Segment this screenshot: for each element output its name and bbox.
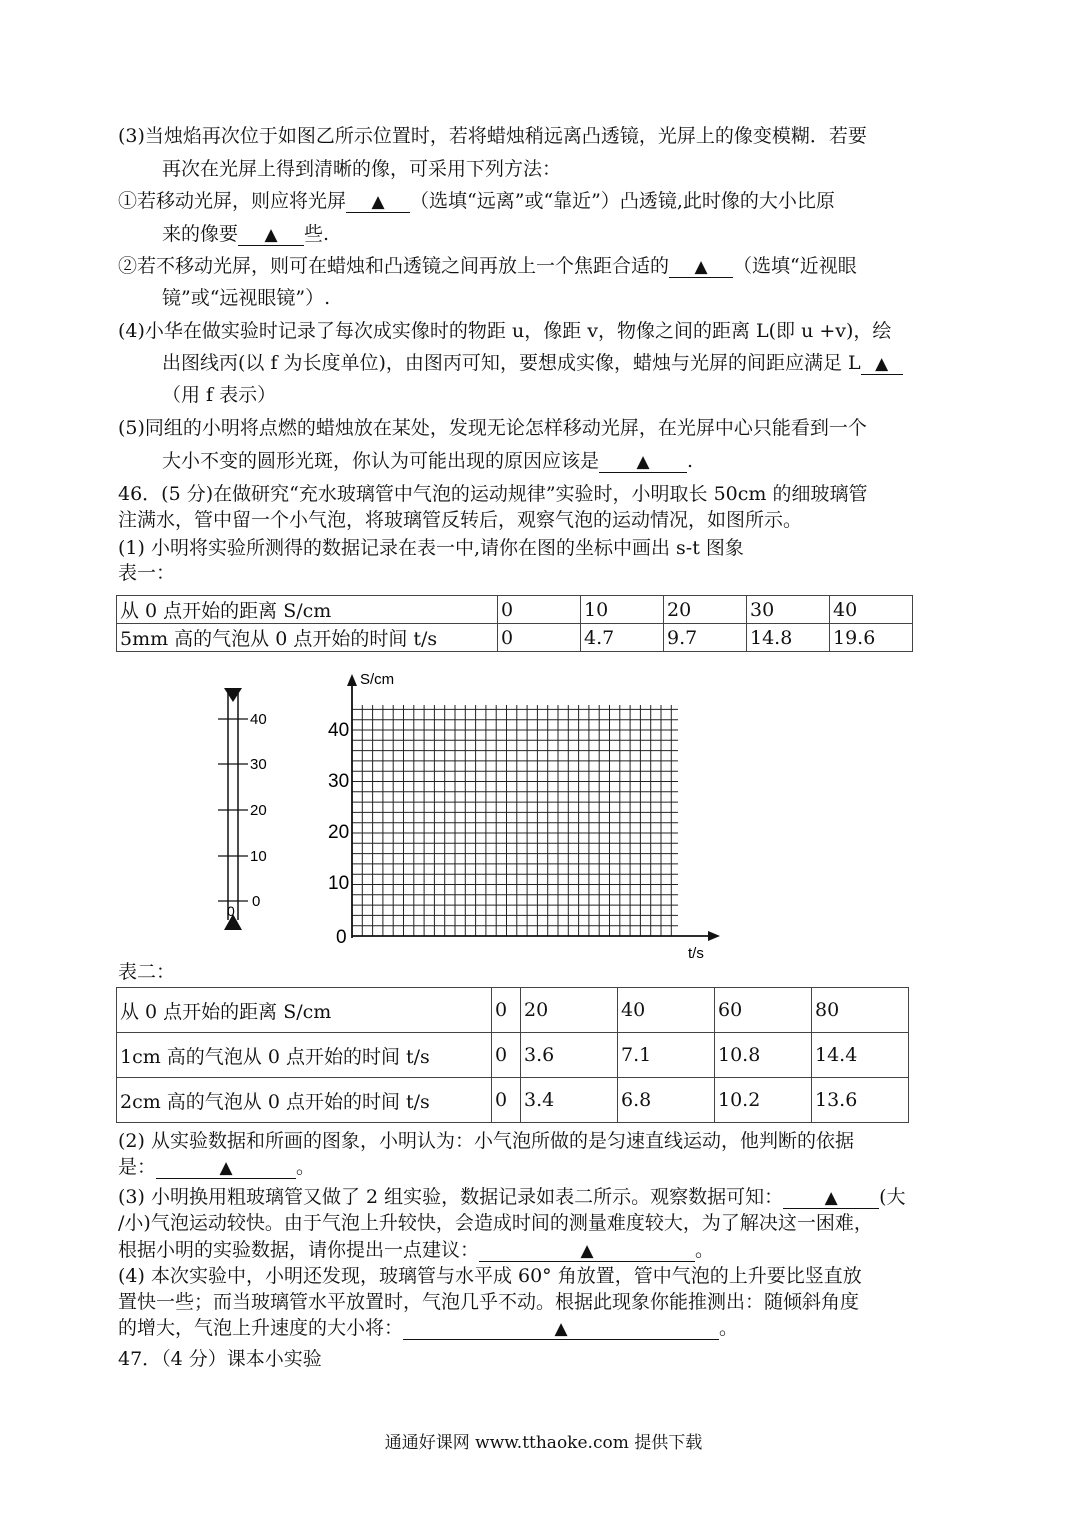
- table-row: [117, 1033, 909, 1078]
- table-cell: 40: [618, 988, 715, 1033]
- tube-tick-label: 20: [250, 802, 267, 819]
- q46-line3: (1) 小明将实验所测得的数据记录在表一中,请你在图的坐标中画出 s-t 图象: [118, 537, 744, 559]
- q46-p3-blank-2[interactable]: [479, 1241, 695, 1262]
- table-row: [117, 596, 913, 624]
- q46-p2-blank[interactable]: [156, 1158, 296, 1179]
- table2-title: 表二：: [118, 961, 176, 983]
- q46-p3-blank-1[interactable]: [783, 1188, 879, 1209]
- q46-p2-line1: (2) 从实验数据和所画的图象，小明认为：小气泡所做的是匀速直线运动，他判断的依据: [118, 1130, 854, 1152]
- table-cell: 6.8: [618, 1078, 715, 1123]
- answer-mark-icon: ▲: [824, 1188, 838, 1208]
- y-tick-label: 40: [328, 720, 350, 741]
- answer-mark-icon: ▲: [580, 1241, 594, 1261]
- table-cell: 从 0 点开始的距离 S/cm: [117, 596, 498, 624]
- table-row: [117, 624, 913, 652]
- table-cell: 0: [492, 1033, 521, 1078]
- tube-tick-label: 30: [250, 756, 267, 773]
- q46-line2: 注满水，管中留一个小气泡，将玻璃管反转后，观察气泡的运动情况，如图所示。: [118, 509, 803, 531]
- y-tick-label: 10: [328, 873, 350, 894]
- q4-line2: [162, 351, 903, 375]
- q46-p4-line3: [118, 1316, 738, 1340]
- q46-p3-text-b: (大: [879, 1186, 906, 1208]
- bubble-position-label: 0: [227, 903, 235, 919]
- chart-grid: [352, 705, 678, 936]
- table-row: [117, 1078, 909, 1123]
- q4-line1: (4)小华在做实验时记录了每次成实像时的物距 u，像距 v，物像之间的距离 L(即 u +v)，绘: [118, 320, 892, 342]
- tube-tick-label: 0: [252, 893, 261, 910]
- q3-method1-text-b: （选填“远离”或“靠近”）凸透镜,此时像的大小比原: [410, 190, 835, 212]
- table-cell: 0: [498, 596, 581, 624]
- table-2: [116, 987, 909, 1123]
- tube-tick-label: 10: [250, 848, 267, 865]
- q3-method2-text-b: （选填“近视眼: [733, 255, 857, 277]
- q46-p3-line1: [118, 1185, 906, 1209]
- tube-scale-ticks: [218, 719, 248, 901]
- q4-blank[interactable]: [861, 354, 903, 375]
- answer-mark-icon: ▲: [875, 354, 889, 374]
- x-axis-arrow-icon: [708, 931, 720, 941]
- tube-top-plug-icon: [224, 688, 242, 702]
- table-cell: 20: [521, 988, 618, 1033]
- q46-p3-line2: /小)气泡运动较快。由于气泡上升较快，会造成时间的测量难度较大，为了解决这一困难，: [118, 1212, 873, 1234]
- answer-mark-icon: ▲: [264, 225, 278, 245]
- q3-method1-text-c: 来的像要: [162, 223, 239, 245]
- q46-p3-line3: [118, 1238, 714, 1262]
- q47-heading: 47．（4 分）课本小实验: [118, 1348, 322, 1370]
- table-cell: 10.8: [715, 1033, 812, 1078]
- tube-tick-label: 40: [250, 711, 267, 728]
- s-t-chart: [320, 668, 740, 968]
- table-cell: 0: [492, 988, 521, 1033]
- q46-p4-blank[interactable]: [403, 1319, 719, 1340]
- page-footer: 通通好课网 www.tthaoke.com 提供下载: [384, 1433, 703, 1453]
- table-cell: 2cm 高的气泡从 0 点开始的时间 t/s: [117, 1078, 492, 1123]
- q3-method2-text-a: ②若不移动光屏，则可在蜡烛和凸透镜之间再放上一个焦距合适的: [118, 255, 670, 277]
- q46-p3-text-a: (3) 小明换用粗玻璃管又做了 2 组实验，数据记录如表二所示。观察数据可知：: [118, 1186, 784, 1208]
- q3-method2-line1: [118, 254, 857, 278]
- table-row: [117, 988, 909, 1033]
- q3-method1-line1: [118, 189, 835, 213]
- table-cell: 20: [664, 596, 747, 624]
- q46-p4-line2: 置快一些；而当玻璃管水平放置时，气泡几乎不动。根据此现象你能推测出：随倾斜角度: [118, 1291, 860, 1313]
- q46-p2-text-a: 是：: [118, 1156, 157, 1178]
- table-cell: 60: [715, 988, 812, 1033]
- x-axis-label: t/s: [688, 945, 704, 962]
- q5-line2: [162, 449, 693, 473]
- q46-p4-text-b: 。: [719, 1317, 739, 1339]
- table-cell: 0: [498, 624, 581, 652]
- table-cell: 1cm 高的气泡从 0 点开始的时间 t/s: [117, 1033, 492, 1078]
- y-axis-arrow-icon: [347, 674, 357, 686]
- q46-p2-text-b: 。: [296, 1156, 316, 1178]
- q3-method1-text-d: 些.: [304, 223, 330, 245]
- table-cell: 4.7: [581, 624, 664, 652]
- q3-method1-text-a: ①若移动光屏，则应将光屏: [118, 190, 347, 212]
- table1-title: 表一：: [118, 562, 176, 584]
- y-tick-label: 20: [328, 822, 350, 843]
- table-cell: 从 0 点开始的距离 S/cm: [117, 988, 492, 1033]
- answer-mark-icon: ▲: [636, 452, 650, 472]
- table-cell: 13.6: [812, 1078, 909, 1123]
- answer-mark-icon: ▲: [371, 192, 385, 212]
- q5-text-a: 大小不变的圆形光斑，你认为可能出现的原因应该是: [162, 450, 600, 472]
- q5-line1: (5)同组的小明将点燃的蜡烛放在某处，发现无论怎样移动光屏，在光屏中心只能看到一个: [118, 417, 867, 439]
- q3-intro-line2: 再次在光屏上得到清晰的像，可采用下列方法：: [162, 158, 562, 180]
- table-cell: 10.2: [715, 1078, 812, 1123]
- glass-tube-figure: [200, 680, 290, 940]
- q5-blank[interactable]: [599, 452, 687, 473]
- table-cell: 7.1: [618, 1033, 715, 1078]
- q4-line3: （用 f 表示）: [162, 384, 277, 406]
- table-cell: 40: [830, 596, 913, 624]
- table-cell: 10: [581, 596, 664, 624]
- table-cell: 19.6: [830, 624, 913, 652]
- q46-p4-line1: (4) 本次实验中，小明还发现，玻璃管与水平成 60° 角放置，管中气泡的上升要比竖直放: [118, 1265, 862, 1287]
- q3-method1-line2: [162, 222, 329, 246]
- q5-text-b: .: [687, 450, 694, 472]
- q46-p3-text-d: 。: [695, 1239, 715, 1261]
- table-cell: 5mm 高的气泡从 0 点开始的时间 t/s: [117, 624, 498, 652]
- y-axis-label: S/cm: [360, 671, 395, 688]
- y-tick-label: 0: [336, 927, 347, 948]
- table-cell: 3.4: [521, 1078, 618, 1123]
- answer-mark-icon: ▲: [219, 1158, 233, 1178]
- q46-p2-line2: [118, 1155, 315, 1179]
- q46-line1: 46．(5 分)在做研究“充水玻璃管中气泡的运动规律”实验时，小明取长 50cm 的细玻璃管: [118, 483, 868, 505]
- table-cell: 14.8: [747, 624, 830, 652]
- q46-p3-text-c: 根据小明的实验数据，请你提出一点建议：: [118, 1239, 480, 1261]
- answer-mark-icon: ▲: [554, 1319, 568, 1339]
- q4-text-a: 出图线丙(以 f 为长度单位)，由图丙可知，要想成实像，蜡烛与光屏的间距应满足 L: [162, 352, 861, 374]
- table-cell: 30: [747, 596, 830, 624]
- table-cell: 9.7: [664, 624, 747, 652]
- table-cell: 14.4: [812, 1033, 909, 1078]
- q3-intro-line1: (3)当烛焰再次位于如图乙所示位置时，若将蜡烛稍远离凸透镜，光屏上的像变模糊．若要: [118, 125, 867, 147]
- table-cell: 0: [492, 1078, 521, 1123]
- q3-method2-line2: 镜”或“远视眼镜”）.: [162, 287, 331, 309]
- table-1: [116, 595, 913, 652]
- q3-blank-3[interactable]: [669, 257, 733, 278]
- q46-p4-text-a: 的增大，气泡上升速度的大小将：: [118, 1317, 404, 1339]
- answer-mark-icon: ▲: [694, 257, 708, 277]
- y-tick-label: 30: [328, 771, 350, 792]
- table-cell: 80: [812, 988, 909, 1033]
- q3-blank-1[interactable]: [346, 192, 410, 213]
- q3-blank-2[interactable]: [238, 225, 304, 246]
- table-cell: 3.6: [521, 1033, 618, 1078]
